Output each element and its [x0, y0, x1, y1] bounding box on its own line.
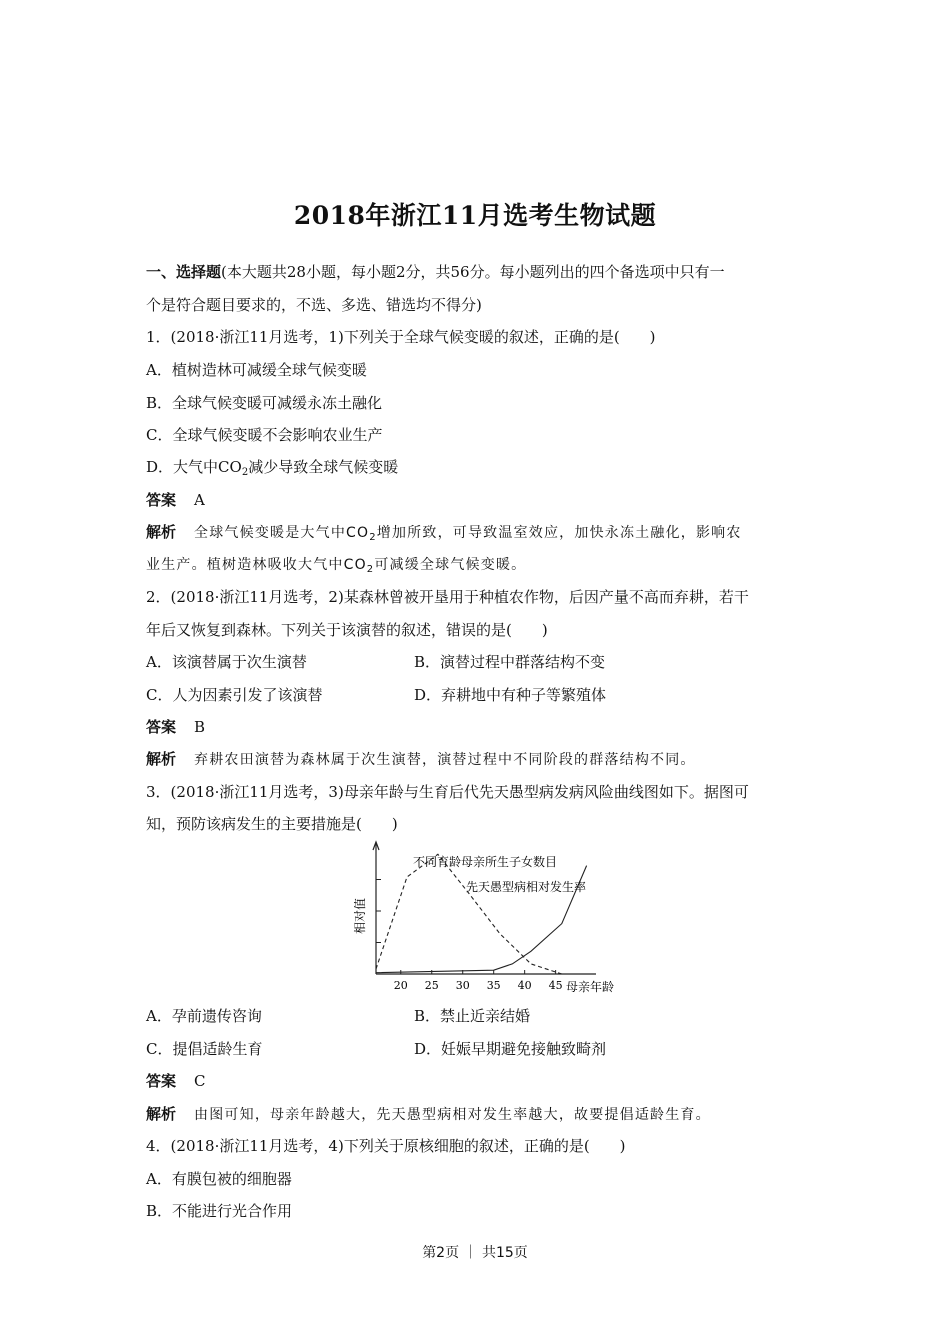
section-intro-line-2: 个是符合题目要求的，不选、多选、错选均不得分)	[146, 296, 482, 314]
q1-option-d-subscript: 2	[241, 467, 249, 478]
q3-option-a: A．孕前遗传咨询	[146, 1007, 262, 1025]
q2-option-a: A．该演替属于次生演替	[146, 653, 307, 671]
q4-stem: 4．(2018·浙江11月选考，4)下列关于原核细胞的叙述，正确的是( )	[146, 1137, 626, 1155]
answer-value: A	[194, 491, 205, 509]
q1-explanation-line-1	[146, 522, 742, 543]
q1-option-d-text: D．大气中CO	[146, 458, 242, 476]
q2-explanation-text: 弃耕农田演替为森林属于次生演替，演替过程中不同阶段的群落结构不同。	[194, 752, 696, 768]
page-footer: 第2页 ｜ 共15页	[422, 1245, 528, 1261]
q4-option-a: A．有膜包被的细胞器	[146, 1170, 292, 1188]
q2-stem-line-2: 年后又恢复到森林。下列关于该演替的叙述，错误的是( )	[146, 621, 548, 639]
q1-stem: 1．(2018·浙江11月选考，1)下列关于全球气候变暖的叙述，正确的是( )	[146, 328, 656, 346]
x-tick-label-45: 45	[548, 979, 563, 992]
q3-stem-line-1: 3．(2018·浙江11月选考，3)母亲年龄与生育后代先天愚型病发病风险曲线图如下。据图可	[146, 783, 749, 801]
q1-answer	[146, 490, 205, 510]
risk-curve-chart	[350, 838, 620, 998]
x-tick-label-30: 30	[455, 979, 470, 992]
series-label-1: 先天愚型病相对发生率	[466, 880, 587, 894]
q1-option-c: C．全球气候变暖不会影响农业生产	[146, 426, 383, 444]
series-label-0: 不同育龄母亲所生子女数目	[413, 855, 558, 869]
q3-option-d: D．妊娠早期避免接触致畸剂	[414, 1040, 607, 1058]
q4-option-b: B．不能进行光合作用	[146, 1202, 293, 1220]
q1-explanation-text: 全球气候变暖是大气中$CO_2$增加所致，可导致温室效应，加快永冻土融化，影响农	[194, 525, 742, 543]
explanation-label: 解析	[146, 523, 177, 541]
q1-option-d-text-end: 减少导致全球气候变暖	[248, 458, 399, 476]
page-title: 2018年浙江11月选考生物试题	[293, 201, 657, 230]
section-heading: 一、选择题	[146, 263, 222, 281]
q3-explanation-text: 由图可知，母亲年龄越大，先天愚型病相对发生率越大，故要提倡适龄生育。	[194, 1107, 711, 1123]
section-intro-line-1	[146, 262, 725, 282]
q2-stem-line-1: 2．(2018·浙江11月选考，2)某森林曾被开垦用于种植农作物，后因产量不高而弃耕，若干	[146, 588, 749, 606]
answer-value: C	[194, 1072, 206, 1090]
answer-label: 答案	[146, 1072, 177, 1090]
q2-option-b: B．演替过程中群落结构不变	[414, 653, 606, 671]
q1-option-d	[146, 457, 398, 477]
q2-explanation	[146, 749, 696, 770]
q2-option-c: C．人为因素引发了该演替	[146, 686, 323, 704]
q1-option-b: B．全球气候变暖可减缓永冻土融化	[146, 394, 383, 412]
x-axis-label: 母亲年龄	[566, 980, 615, 994]
q2-option-d: D．弃耕地中有种子等繁殖体	[414, 686, 607, 704]
x-tick-label-40: 40	[517, 979, 532, 992]
q2-answer	[146, 717, 205, 737]
x-tick-label-20: 20	[393, 979, 408, 992]
q3-stem-line-2: 知，预防该病发生的主要措施是( )	[146, 815, 398, 833]
answer-value: B	[194, 718, 206, 736]
x-tick-label-35: 35	[486, 979, 501, 992]
q3-explanation	[146, 1104, 711, 1125]
q3-answer	[146, 1071, 206, 1091]
q3-option-c: C．提倡适龄生育	[146, 1040, 263, 1058]
x-tick-label-25: 25	[424, 979, 439, 992]
section-intro-text: (本大题共28小题，每小题2分，共56分。每小题列出的四个备选项中只有一	[221, 263, 725, 281]
explanation-label: 解析	[146, 750, 177, 768]
q1-explanation-line-2: 业生产。植树造林吸收大气中$CO_2$可减缓全球气候变暖。	[146, 557, 527, 575]
answer-label: 答案	[146, 718, 177, 736]
series-line-0	[376, 854, 562, 974]
explanation-label: 解析	[146, 1105, 177, 1123]
y-axis-label: 相对值	[353, 897, 367, 935]
answer-label: 答案	[146, 491, 177, 509]
q1-option-a: A．植树造林可减缓全球气候变暖	[146, 361, 367, 379]
q3-option-b: B．禁止近亲结婚	[414, 1007, 531, 1025]
